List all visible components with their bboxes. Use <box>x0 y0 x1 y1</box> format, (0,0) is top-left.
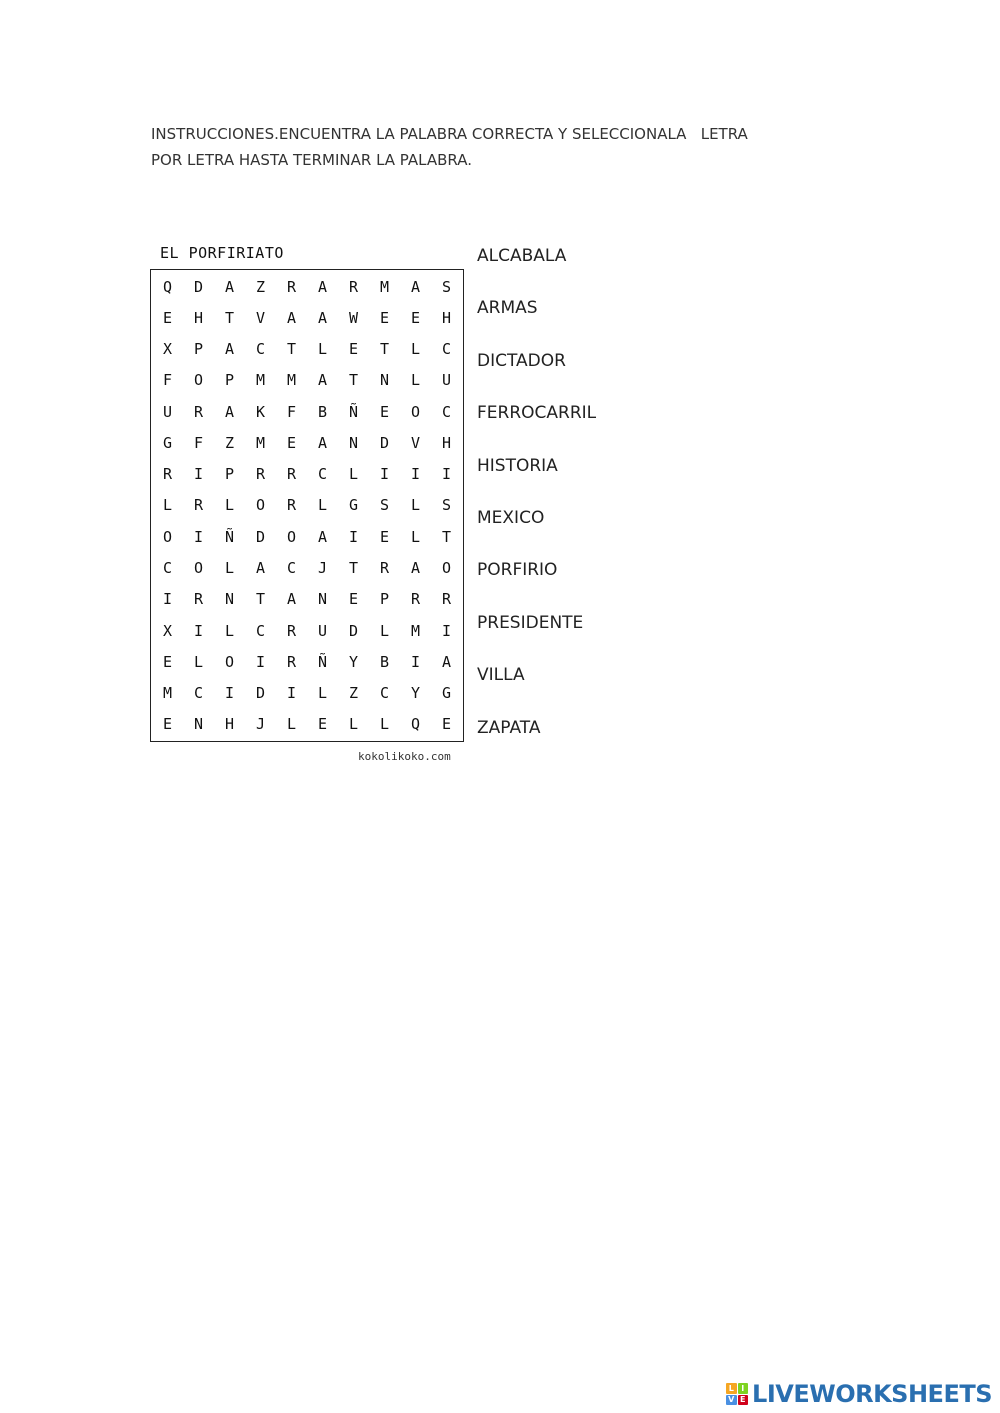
word-list-item: PRESIDENTE <box>477 612 584 633</box>
grid-cell[interactable]: T <box>348 559 359 578</box>
grid-cell[interactable]: A <box>224 340 235 359</box>
grid-cell[interactable]: C <box>255 340 266 359</box>
grid-cell[interactable]: C <box>379 684 390 703</box>
grid-cell[interactable]: T <box>255 590 266 609</box>
grid-cell[interactable]: A <box>410 559 421 578</box>
grid-cell[interactable]: V <box>410 433 421 452</box>
grid-cell[interactable]: A <box>441 652 452 671</box>
grid-cell[interactable]: I <box>410 652 421 671</box>
grid-cell[interactable]: O <box>193 559 204 578</box>
grid-cell[interactable]: I <box>193 527 204 546</box>
puzzle-credit: kokolikoko.com <box>358 750 451 763</box>
grid-cell[interactable]: A <box>286 590 297 609</box>
grid-cell[interactable]: P <box>224 371 235 390</box>
grid-cell[interactable]: C <box>193 684 204 703</box>
grid-cell[interactable]: E <box>286 433 297 452</box>
grid-cell[interactable]: P <box>224 465 235 484</box>
grid-cell[interactable]: R <box>410 590 421 609</box>
grid-cell[interactable]: R <box>441 590 452 609</box>
grid-cell[interactable]: L <box>162 496 173 515</box>
grid-cell[interactable]: H <box>193 308 204 327</box>
grid-cell[interactable]: R <box>162 465 173 484</box>
grid-cell[interactable]: R <box>193 402 204 421</box>
grid-cell[interactable]: U <box>162 402 173 421</box>
grid-cell[interactable]: A <box>224 277 235 296</box>
grid-cell[interactable]: I <box>193 621 204 640</box>
grid-cell[interactable]: E <box>410 308 421 327</box>
grid-cell[interactable]: R <box>255 465 266 484</box>
grid-cell[interactable]: M <box>255 433 266 452</box>
grid-cell[interactable]: D <box>348 621 359 640</box>
grid-cell[interactable]: E <box>162 715 173 734</box>
grid-cell[interactable]: W <box>348 308 359 327</box>
grid-cell[interactable]: N <box>193 715 204 734</box>
grid-cell[interactable]: R <box>286 652 297 671</box>
word-list-item: PORFIRIO <box>477 560 558 581</box>
word-list-item: ARMAS <box>477 298 538 319</box>
grid-cell[interactable]: X <box>162 621 173 640</box>
instructions <box>151 121 851 173</box>
grid-cell[interactable]: T <box>348 371 359 390</box>
grid-cell[interactable]: N <box>379 371 390 390</box>
grid-cell[interactable]: L <box>317 684 328 703</box>
grid-cell[interactable]: O <box>286 527 297 546</box>
grid-cell[interactable]: E <box>162 308 173 327</box>
grid-cell[interactable]: Z <box>224 433 235 452</box>
grid-cell[interactable]: I <box>441 465 452 484</box>
grid-cell[interactable]: L <box>410 496 421 515</box>
grid-cell[interactable]: L <box>224 621 235 640</box>
grid-cell[interactable]: U <box>317 621 328 640</box>
grid-cell[interactable]: C <box>255 621 266 640</box>
grid-cell[interactable]: F <box>193 433 204 452</box>
grid-cell[interactable]: T <box>286 340 297 359</box>
grid-cell[interactable]: A <box>317 308 328 327</box>
grid-cell[interactable]: O <box>193 371 204 390</box>
grid-cell[interactable]: C <box>286 559 297 578</box>
grid-cell[interactable]: E <box>379 527 390 546</box>
brand-name: LIVEWORKSHEETS <box>752 1380 992 1408</box>
grid-cell[interactable]: J <box>255 715 266 734</box>
grid-cell[interactable]: F <box>286 402 297 421</box>
grid-cell[interactable]: O <box>441 559 452 578</box>
grid-cell[interactable]: R <box>379 559 390 578</box>
logo-square: V <box>726 1395 737 1406</box>
grid-cell[interactable]: G <box>441 684 452 703</box>
grid-cell[interactable]: R <box>286 277 297 296</box>
grid-cell[interactable]: O <box>255 496 266 515</box>
grid-cell[interactable]: L <box>224 559 235 578</box>
grid-cell[interactable]: P <box>379 590 390 609</box>
grid-cell[interactable]: U <box>441 371 452 390</box>
grid-cell[interactable]: E <box>441 715 452 734</box>
word-list <box>477 240 596 764</box>
grid-cell[interactable]: C <box>441 340 452 359</box>
grid-cell[interactable]: L <box>224 496 235 515</box>
grid-cell[interactable]: Ñ <box>224 527 235 546</box>
grid-cell[interactable]: I <box>379 465 390 484</box>
grid-cell[interactable]: E <box>348 340 359 359</box>
grid-cell[interactable]: E <box>348 590 359 609</box>
grid-cell[interactable]: S <box>379 496 390 515</box>
grid-cell[interactable]: Z <box>255 277 266 296</box>
grid-cell[interactable]: E <box>379 308 390 327</box>
grid-cell[interactable]: S <box>441 496 452 515</box>
grid-cell[interactable]: N <box>224 590 235 609</box>
grid-cell[interactable]: H <box>441 433 452 452</box>
grid-cell[interactable]: F <box>162 371 173 390</box>
grid-cell[interactable]: Z <box>348 684 359 703</box>
grid-cell[interactable]: I <box>224 684 235 703</box>
grid-cell[interactable]: M <box>379 277 390 296</box>
grid-cell[interactable]: L <box>193 652 204 671</box>
grid-cell[interactable]: M <box>286 371 297 390</box>
grid-cell[interactable]: E <box>162 652 173 671</box>
grid-cell[interactable]: D <box>379 433 390 452</box>
grid-cell[interactable]: L <box>410 340 421 359</box>
grid-cell[interactable]: C <box>441 402 452 421</box>
word-list-item: ALCABALA <box>477 246 567 266</box>
grid-cell[interactable]: N <box>348 433 359 452</box>
grid-cell[interactable]: B <box>379 652 390 671</box>
grid-cell[interactable]: R <box>348 277 359 296</box>
grid-cell[interactable]: A <box>286 308 297 327</box>
grid-cell[interactable]: Y <box>410 684 421 703</box>
grid-cell[interactable]: D <box>193 277 204 296</box>
grid-cell[interactable]: K <box>255 402 266 421</box>
grid-cell[interactable]: D <box>255 527 266 546</box>
grid-cell[interactable]: P <box>193 340 204 359</box>
grid-cell[interactable]: Q <box>162 277 173 296</box>
grid-cell[interactable]: L <box>379 621 390 640</box>
grid-cell[interactable]: S <box>441 277 452 296</box>
grid-cell[interactable]: N <box>317 590 328 609</box>
grid-cell[interactable]: L <box>410 371 421 390</box>
grid-cell[interactable]: G <box>348 496 359 515</box>
grid-cell[interactable]: I <box>441 621 452 640</box>
grid-cell[interactable]: I <box>348 527 359 546</box>
grid-cell[interactable]: D <box>255 684 266 703</box>
grid-cell[interactable]: Y <box>348 652 359 671</box>
grid-cell[interactable]: R <box>193 496 204 515</box>
grid-cell[interactable]: O <box>162 527 173 546</box>
instructions-line-2: POR LETRA HASTA TERMINAR LA PALABRA. <box>151 151 472 169</box>
word-list-item: DICTADOR <box>477 350 566 371</box>
grid-cell[interactable]: I <box>410 465 421 484</box>
word-list-item: ZAPATA <box>477 717 541 738</box>
grid-cell[interactable]: R <box>286 621 297 640</box>
grid-cell[interactable]: R <box>193 590 204 609</box>
grid-cell[interactable]: V <box>255 308 266 327</box>
grid-cell[interactable]: R <box>286 496 297 515</box>
grid-cell[interactable]: E <box>379 402 390 421</box>
grid-cell[interactable]: L <box>286 715 297 734</box>
grid-cell[interactable]: I <box>255 652 266 671</box>
grid-cell[interactable]: A <box>317 371 328 390</box>
word-list-item: VILLA <box>477 665 525 686</box>
grid-cell[interactable]: C <box>317 465 328 484</box>
grid-cell[interactable]: A <box>410 277 421 296</box>
grid-cell[interactable]: M <box>255 371 266 390</box>
letter-grid <box>150 269 464 742</box>
grid-cell[interactable]: E <box>317 715 328 734</box>
grid-cell[interactable]: L <box>348 465 359 484</box>
grid-cell[interactable]: J <box>317 559 328 578</box>
word-list-item: FERROCARRIL <box>477 403 597 424</box>
grid-cell[interactable]: T <box>441 527 452 546</box>
grid-cell[interactable]: R <box>286 465 297 484</box>
grid-cell[interactable]: Q <box>410 715 421 734</box>
grid-cell[interactable]: X <box>162 340 173 359</box>
liveworksheets-logo-icon <box>726 1383 748 1405</box>
word-list-item: MEXICO <box>477 507 545 528</box>
grid-cell[interactable]: A <box>317 277 328 296</box>
grid-cell[interactable]: M <box>410 621 421 640</box>
puzzle-title: EL PORFIRIATO <box>160 244 284 262</box>
grid-cell[interactable]: L <box>379 715 390 734</box>
grid-cell[interactable]: B <box>317 402 328 421</box>
instructions-line-1: INSTRUCCIONES.ENCUENTRA LA PALABRA CORRECTA Y SELECCIONALA LETRA <box>151 125 748 143</box>
grid-cell[interactable]: I <box>193 465 204 484</box>
grid-cell[interactable]: O <box>410 402 421 421</box>
grid-cell[interactable]: L <box>317 496 328 515</box>
grid-cell[interactable]: Ñ <box>348 402 359 421</box>
grid-cell[interactable]: H <box>224 715 235 734</box>
word-list-item: HISTORIA <box>477 455 558 476</box>
grid-cell[interactable]: H <box>441 308 452 327</box>
grid-cell[interactable]: Ñ <box>317 652 328 671</box>
grid-cell[interactable]: T <box>379 340 390 359</box>
logo-square: E <box>738 1395 749 1406</box>
logo-square: I <box>738 1383 749 1394</box>
grid-cell[interactable]: I <box>162 590 173 609</box>
grid-cell[interactable]: A <box>317 527 328 546</box>
grid-cell[interactable]: O <box>224 652 235 671</box>
grid-cell[interactable]: L <box>317 340 328 359</box>
grid-cell[interactable]: T <box>224 308 235 327</box>
grid-cell[interactable]: A <box>317 433 328 452</box>
grid-cell[interactable]: G <box>162 433 173 452</box>
grid-cell[interactable]: A <box>255 559 266 578</box>
grid-cell[interactable]: M <box>162 684 173 703</box>
grid-cell[interactable]: A <box>224 402 235 421</box>
grid-cell[interactable]: C <box>162 559 173 578</box>
grid-cell[interactable]: L <box>410 527 421 546</box>
brand-footer <box>726 1379 992 1409</box>
grid-cell[interactable]: I <box>286 684 297 703</box>
grid-cell[interactable]: L <box>348 715 359 734</box>
logo-square: L <box>726 1383 737 1394</box>
